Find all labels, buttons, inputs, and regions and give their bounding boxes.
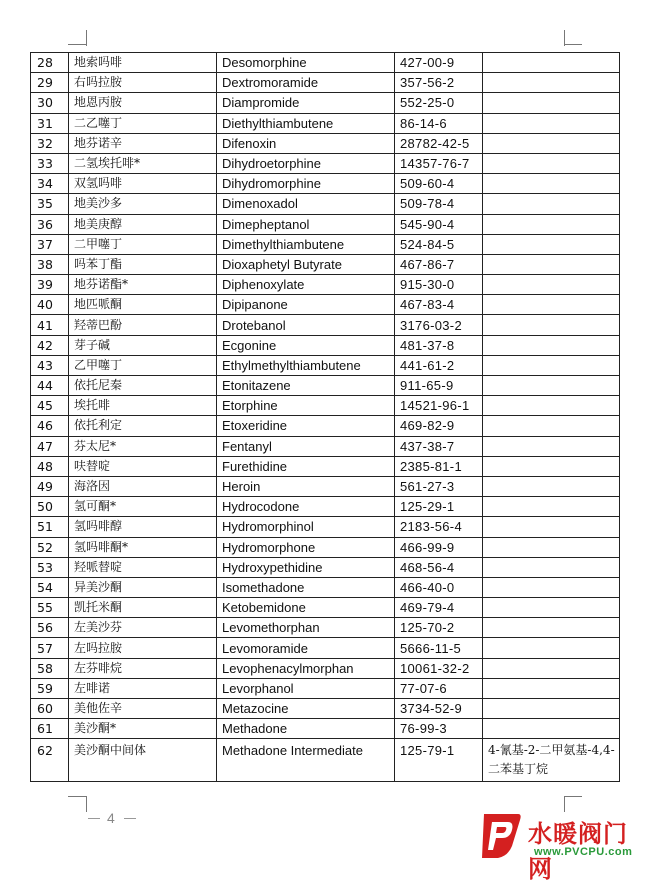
- english-name: Ecgonine: [217, 335, 395, 355]
- cas-number: 28782-42-5: [395, 133, 483, 153]
- cas-number: 469-82-9: [395, 416, 483, 436]
- english-name: Isomethadone: [217, 577, 395, 597]
- cas-number: 509-60-4: [395, 174, 483, 194]
- page-number: 4: [107, 810, 115, 826]
- chinese-name: 美沙酮*: [69, 719, 217, 739]
- english-name: Levomethorphan: [217, 618, 395, 638]
- row-number: 34: [31, 174, 69, 194]
- table-row: [31, 719, 620, 739]
- row-number: 40: [31, 295, 69, 315]
- crop-mark-top-right-v: [564, 30, 565, 46]
- table-row: [31, 739, 620, 782]
- row-number: 61: [31, 719, 69, 739]
- remark: [483, 658, 620, 678]
- row-number: 28: [31, 53, 69, 73]
- remark: [483, 315, 620, 335]
- cas-number: 545-90-4: [395, 214, 483, 234]
- table-row: [31, 335, 620, 355]
- chinese-name: 凯托米酮: [69, 598, 217, 618]
- cas-number: 524-84-5: [395, 234, 483, 254]
- row-number: 48: [31, 456, 69, 476]
- chinese-name: 羟哌替啶: [69, 557, 217, 577]
- row-number: 39: [31, 275, 69, 295]
- chinese-name: 左美沙芬: [69, 618, 217, 638]
- row-number: 55: [31, 598, 69, 618]
- english-name: Hydrocodone: [217, 497, 395, 517]
- row-number: 52: [31, 537, 69, 557]
- remark: [483, 436, 620, 456]
- english-name: Hydromorphinol: [217, 517, 395, 537]
- table-row: [31, 73, 620, 93]
- table-row: [31, 416, 620, 436]
- crop-mark-bottom-left-v: [86, 796, 87, 812]
- table-row: [31, 376, 620, 396]
- chinese-name: 氢可酮*: [69, 497, 217, 517]
- remark: [483, 537, 620, 557]
- remark: [483, 577, 620, 597]
- table-row: [31, 214, 620, 234]
- cas-number: 911-65-9: [395, 376, 483, 396]
- english-name: Ketobemidone: [217, 598, 395, 618]
- cas-number: 2385-81-1: [395, 456, 483, 476]
- table-row: [31, 275, 620, 295]
- cas-number: 469-79-4: [395, 598, 483, 618]
- cas-number: 481-37-8: [395, 335, 483, 355]
- cas-number: 466-99-9: [395, 537, 483, 557]
- chinese-name: 地恩丙胺: [69, 93, 217, 113]
- row-number: 45: [31, 396, 69, 416]
- english-name: Hydromorphone: [217, 537, 395, 557]
- chinese-name: 地美沙多: [69, 194, 217, 214]
- chinese-name: 氢吗啡醇: [69, 517, 217, 537]
- table-row: [31, 254, 620, 274]
- table-row: [31, 234, 620, 254]
- english-name: Heroin: [217, 476, 395, 496]
- table-row: [31, 577, 620, 597]
- remark: [483, 638, 620, 658]
- row-number: 49: [31, 476, 69, 496]
- crop-mark-top-left-h: [68, 44, 86, 45]
- row-number: 37: [31, 234, 69, 254]
- remark: [483, 699, 620, 719]
- row-number: 53: [31, 557, 69, 577]
- english-name: Drotebanol: [217, 315, 395, 335]
- remark: 4-氰基-2-二甲氨基-4,4-二苯基丁烷: [483, 739, 620, 782]
- row-number: 36: [31, 214, 69, 234]
- page-number-left-dash: [88, 818, 100, 819]
- row-number: 31: [31, 113, 69, 133]
- row-number: 38: [31, 254, 69, 274]
- table-row: [31, 658, 620, 678]
- watermark-url: www.PVCPU.com: [534, 846, 633, 858]
- cas-number: 561-27-3: [395, 476, 483, 496]
- remark: [483, 234, 620, 254]
- cas-number: 77-07-6: [395, 678, 483, 698]
- cas-number: 467-83-4: [395, 295, 483, 315]
- english-name: Etorphine: [217, 396, 395, 416]
- remark: [483, 254, 620, 274]
- cas-number: 3176-03-2: [395, 315, 483, 335]
- crop-mark-top-right-h: [564, 44, 582, 45]
- row-number: 60: [31, 699, 69, 719]
- remark: [483, 719, 620, 739]
- remark: [483, 618, 620, 638]
- chinese-name: 美沙酮中间体: [69, 739, 217, 782]
- chinese-name: 二甲噻丁: [69, 234, 217, 254]
- row-number: 35: [31, 194, 69, 214]
- chinese-name: 吗苯丁酯: [69, 254, 217, 274]
- chinese-name: 埃托啡: [69, 396, 217, 416]
- cas-number: 466-40-0: [395, 577, 483, 597]
- cas-number: 125-29-1: [395, 497, 483, 517]
- remark: [483, 174, 620, 194]
- cas-number: 14521-96-1: [395, 396, 483, 416]
- crop-mark-top-left-v: [86, 30, 87, 46]
- chinese-name: 异美沙酮: [69, 577, 217, 597]
- table-row: [31, 315, 620, 335]
- english-name: Metazocine: [217, 699, 395, 719]
- remark: [483, 456, 620, 476]
- cas-number: 3734-52-9: [395, 699, 483, 719]
- row-number: 57: [31, 638, 69, 658]
- table-row: [31, 153, 620, 173]
- english-name: Methadone Intermediate: [217, 739, 395, 782]
- english-name: Levomoramide: [217, 638, 395, 658]
- chinese-name: 地芬诺酯*: [69, 275, 217, 295]
- remark: [483, 376, 620, 396]
- chinese-name: 芽子碱: [69, 335, 217, 355]
- row-number: 50: [31, 497, 69, 517]
- pvc-logo-icon: [478, 810, 524, 862]
- table-row: [31, 53, 620, 73]
- table-row: [31, 638, 620, 658]
- table-row: [31, 194, 620, 214]
- remark: [483, 497, 620, 517]
- cas-number: 468-56-4: [395, 557, 483, 577]
- chinese-name: 美他佐辛: [69, 699, 217, 719]
- chinese-name: 地索吗啡: [69, 53, 217, 73]
- table-row: [31, 295, 620, 315]
- cas-number: 509-78-4: [395, 194, 483, 214]
- row-number: 44: [31, 376, 69, 396]
- row-number: 62: [31, 739, 69, 782]
- row-number: 42: [31, 335, 69, 355]
- cas-number: 915-30-0: [395, 275, 483, 295]
- cas-number: 76-99-3: [395, 719, 483, 739]
- table-row: [31, 699, 620, 719]
- english-name: Methadone: [217, 719, 395, 739]
- row-number: 59: [31, 678, 69, 698]
- row-number: 54: [31, 577, 69, 597]
- row-number: 51: [31, 517, 69, 537]
- english-name: Fentanyl: [217, 436, 395, 456]
- chinese-name: 羟蒂巴酚: [69, 315, 217, 335]
- remark: [483, 396, 620, 416]
- row-number: 41: [31, 315, 69, 335]
- controlled-substances-table: [30, 52, 620, 782]
- chinese-name: 呋替啶: [69, 456, 217, 476]
- table-row: [31, 436, 620, 456]
- table-row: [31, 517, 620, 537]
- row-number: 29: [31, 73, 69, 93]
- remark: [483, 517, 620, 537]
- table-row: [31, 598, 620, 618]
- chinese-name: 双氢吗啡: [69, 174, 217, 194]
- english-name: Diethylthiambutene: [217, 113, 395, 133]
- english-name: Furethidine: [217, 456, 395, 476]
- english-name: Ethylmethylthiambutene: [217, 355, 395, 375]
- english-name: Dimepheptanol: [217, 214, 395, 234]
- remark: [483, 194, 620, 214]
- chinese-name: 左吗拉胺: [69, 638, 217, 658]
- remark: [483, 214, 620, 234]
- cas-number: 86-14-6: [395, 113, 483, 133]
- english-name: Dimethylthiambutene: [217, 234, 395, 254]
- row-number: 46: [31, 416, 69, 436]
- chinese-name: 地美庚醇: [69, 214, 217, 234]
- table-row: [31, 456, 620, 476]
- row-number: 56: [31, 618, 69, 638]
- page-number-right-dash: [124, 818, 136, 819]
- chinese-name: 乙甲噻丁: [69, 355, 217, 375]
- table-row: [31, 537, 620, 557]
- watermark-title: 水暖阀门网: [528, 820, 628, 883]
- english-name: Etonitazene: [217, 376, 395, 396]
- english-name: Etoxeridine: [217, 416, 395, 436]
- english-name: Levophenacylmorphan: [217, 658, 395, 678]
- chinese-name: 右吗拉胺: [69, 73, 217, 93]
- row-number: 33: [31, 153, 69, 173]
- remark: [483, 476, 620, 496]
- chinese-name: 二乙噻丁: [69, 113, 217, 133]
- logo-letter: P: [500, 834, 502, 835]
- table-row: [31, 557, 620, 577]
- chinese-name: 依托利定: [69, 416, 217, 436]
- watermark: [478, 810, 648, 883]
- remark: [483, 295, 620, 315]
- cas-number: 437-38-7: [395, 436, 483, 456]
- cas-number: 467-86-7: [395, 254, 483, 274]
- table-row: [31, 174, 620, 194]
- chinese-name: 左芬啡烷: [69, 658, 217, 678]
- cas-number: 441-61-2: [395, 355, 483, 375]
- remark: [483, 153, 620, 173]
- remark: [483, 93, 620, 113]
- chinese-name: 依托尼秦: [69, 376, 217, 396]
- cas-number: 125-70-2: [395, 618, 483, 638]
- remark: [483, 416, 620, 436]
- remark: [483, 678, 620, 698]
- remark: [483, 73, 620, 93]
- english-name: Desomorphine: [217, 53, 395, 73]
- english-name: Dioxaphetyl Butyrate: [217, 254, 395, 274]
- remark: [483, 598, 620, 618]
- row-number: 47: [31, 436, 69, 456]
- cas-number: 10061-32-2: [395, 658, 483, 678]
- remark: [483, 113, 620, 133]
- table-row: [31, 497, 620, 517]
- chinese-name: 地匹哌酮: [69, 295, 217, 315]
- row-number: 32: [31, 133, 69, 153]
- chinese-name: 左啡诺: [69, 678, 217, 698]
- english-name: Diampromide: [217, 93, 395, 113]
- chinese-name: 海洛因: [69, 476, 217, 496]
- english-name: Levorphanol: [217, 678, 395, 698]
- cas-number: 14357-76-7: [395, 153, 483, 173]
- remark: [483, 53, 620, 73]
- cas-number: 125-79-1: [395, 739, 483, 782]
- remark: [483, 133, 620, 153]
- cas-number: 427-00-9: [395, 53, 483, 73]
- cas-number: 552-25-0: [395, 93, 483, 113]
- row-number: 58: [31, 658, 69, 678]
- table-row: [31, 133, 620, 153]
- table-row: [31, 355, 620, 375]
- row-number: 30: [31, 93, 69, 113]
- remark: [483, 335, 620, 355]
- english-name: Dipipanone: [217, 295, 395, 315]
- crop-mark-bottom-right-h: [564, 796, 582, 797]
- english-name: Difenoxin: [217, 133, 395, 153]
- cas-number: 2183-56-4: [395, 517, 483, 537]
- chinese-name: 氢吗啡酮*: [69, 537, 217, 557]
- chinese-name: 芬太尼*: [69, 436, 217, 456]
- remark: [483, 275, 620, 295]
- table-row: [31, 678, 620, 698]
- table-row: [31, 618, 620, 638]
- chinese-name: 二氢埃托啡*: [69, 153, 217, 173]
- english-name: Hydroxypethidine: [217, 557, 395, 577]
- table-row: [31, 113, 620, 133]
- table-row: [31, 476, 620, 496]
- english-name: Dimenoxadol: [217, 194, 395, 214]
- table-row: [31, 396, 620, 416]
- english-name: Dextromoramide: [217, 73, 395, 93]
- crop-mark-bottom-left-h: [68, 796, 86, 797]
- chinese-name: 地芬诺辛: [69, 133, 217, 153]
- remark: [483, 557, 620, 577]
- english-name: Dihydroetorphine: [217, 153, 395, 173]
- cas-number: 357-56-2: [395, 73, 483, 93]
- english-name: Diphenoxylate: [217, 275, 395, 295]
- table-row: [31, 93, 620, 113]
- cas-number: 5666-11-5: [395, 638, 483, 658]
- row-number: 43: [31, 355, 69, 375]
- remark: [483, 355, 620, 375]
- english-name: Dihydromorphine: [217, 174, 395, 194]
